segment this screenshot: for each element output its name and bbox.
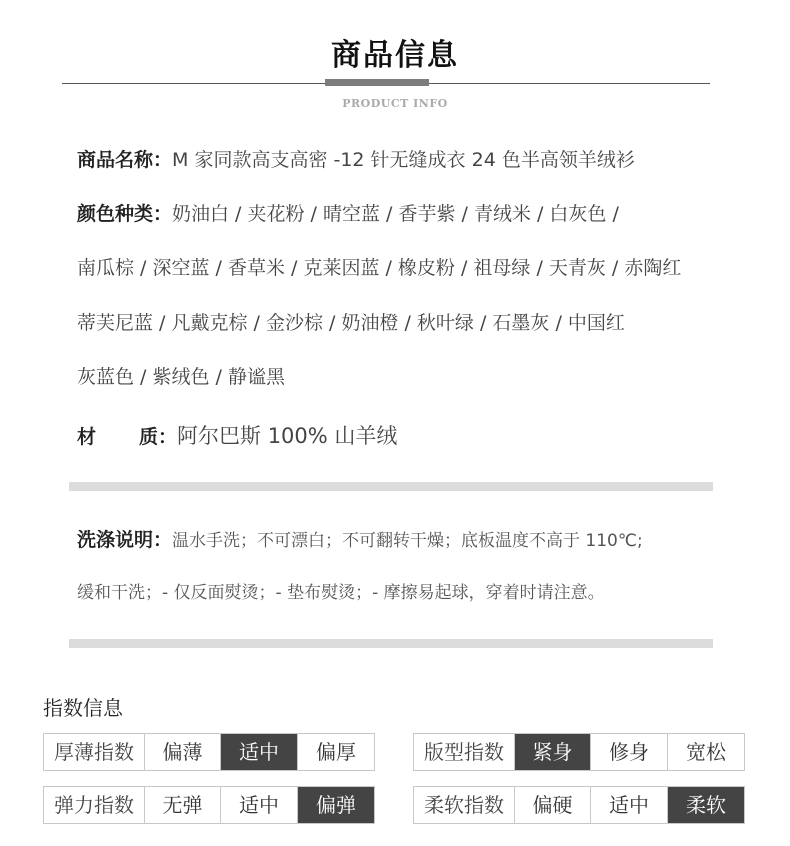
care-line-1: 温水手洗；不可漂白；不可翻转干燥；底板温度不高于 110℃;	[172, 531, 643, 551]
material-value: 阿尔巴斯 100% 山羊绒	[177, 424, 398, 448]
separator-bar-1	[69, 482, 713, 491]
title-accent-bar	[325, 79, 429, 86]
elasticity-option-medium: 适中	[221, 787, 298, 823]
care-label: 洗涤说明：	[77, 529, 173, 551]
softness-index-label: 柔软指数	[414, 787, 515, 823]
elasticity-index-table	[43, 786, 375, 824]
colors-line-1: 奶油白 / 夹花粉 / 晴空蓝 / 香芋紫 / 青绒米 / 白灰色 /	[172, 203, 619, 225]
fit-index-label: 版型指数	[414, 734, 515, 770]
fit-index-table	[413, 733, 745, 771]
fit-option-loose: 宽松	[686, 740, 726, 764]
care-line-2: 缓和干洗；- 仅反面熨烫；- 垫布熨烫；- 摩擦易起球，穿着时请注意。	[77, 583, 605, 603]
softness-index-table	[413, 786, 745, 824]
softness-option-soft-selected: 柔软	[668, 787, 744, 823]
elasticity-option-stretchy-selected: 偏弹	[298, 787, 374, 823]
softness-option-medium: 适中	[591, 787, 668, 823]
thickness-option-thin: 偏薄	[145, 734, 221, 770]
elasticity-option-none: 无弹	[145, 787, 221, 823]
fit-option-tight-selected: 紧身	[515, 734, 591, 770]
elasticity-index-label: 弹力指数	[44, 787, 145, 823]
product-name-row	[77, 145, 635, 172]
product-name-label: 商品名称：	[77, 149, 173, 171]
material-row	[77, 420, 397, 450]
colors-line-4: 灰蓝色 / 紫绒色 / 静谧黑	[77, 366, 285, 388]
page-title: 商品信息	[331, 38, 459, 73]
softness-option-hard: 偏硬	[515, 787, 591, 823]
colors-line-2: 南瓜棕 / 深空蓝 / 香草米 / 克莱因蓝 / 橡皮粉 / 祖母绿 / 天青灰 / 赤陶红	[77, 257, 682, 279]
colors-label: 颜色种类：	[77, 203, 173, 225]
care-row	[77, 525, 643, 552]
thickness-index-label: 厚薄指数	[44, 734, 145, 770]
thickness-option-medium-selected: 适中	[221, 734, 298, 770]
thickness-index-table	[43, 733, 375, 771]
page-subtitle: PRODUCT INFO	[342, 97, 448, 110]
index-heading: 指数信息	[43, 696, 123, 720]
separator-bar-2	[69, 639, 713, 648]
thickness-option-thick: 偏厚	[316, 740, 356, 764]
colors-row	[77, 199, 619, 226]
material-label-1: 材	[77, 426, 97, 448]
material-label-2: 质：	[139, 426, 178, 448]
fit-option-slim: 修身	[591, 734, 668, 770]
product-name-value: M 家同款高支高密 -12 针无缝成衣 24 色半高领羊绒衫	[172, 149, 635, 171]
colors-line-3: 蒂芙尼蓝 / 凡戴克棕 / 金沙棕 / 奶油橙 / 秋叶绿 / 石墨灰 / 中国红	[77, 312, 625, 334]
